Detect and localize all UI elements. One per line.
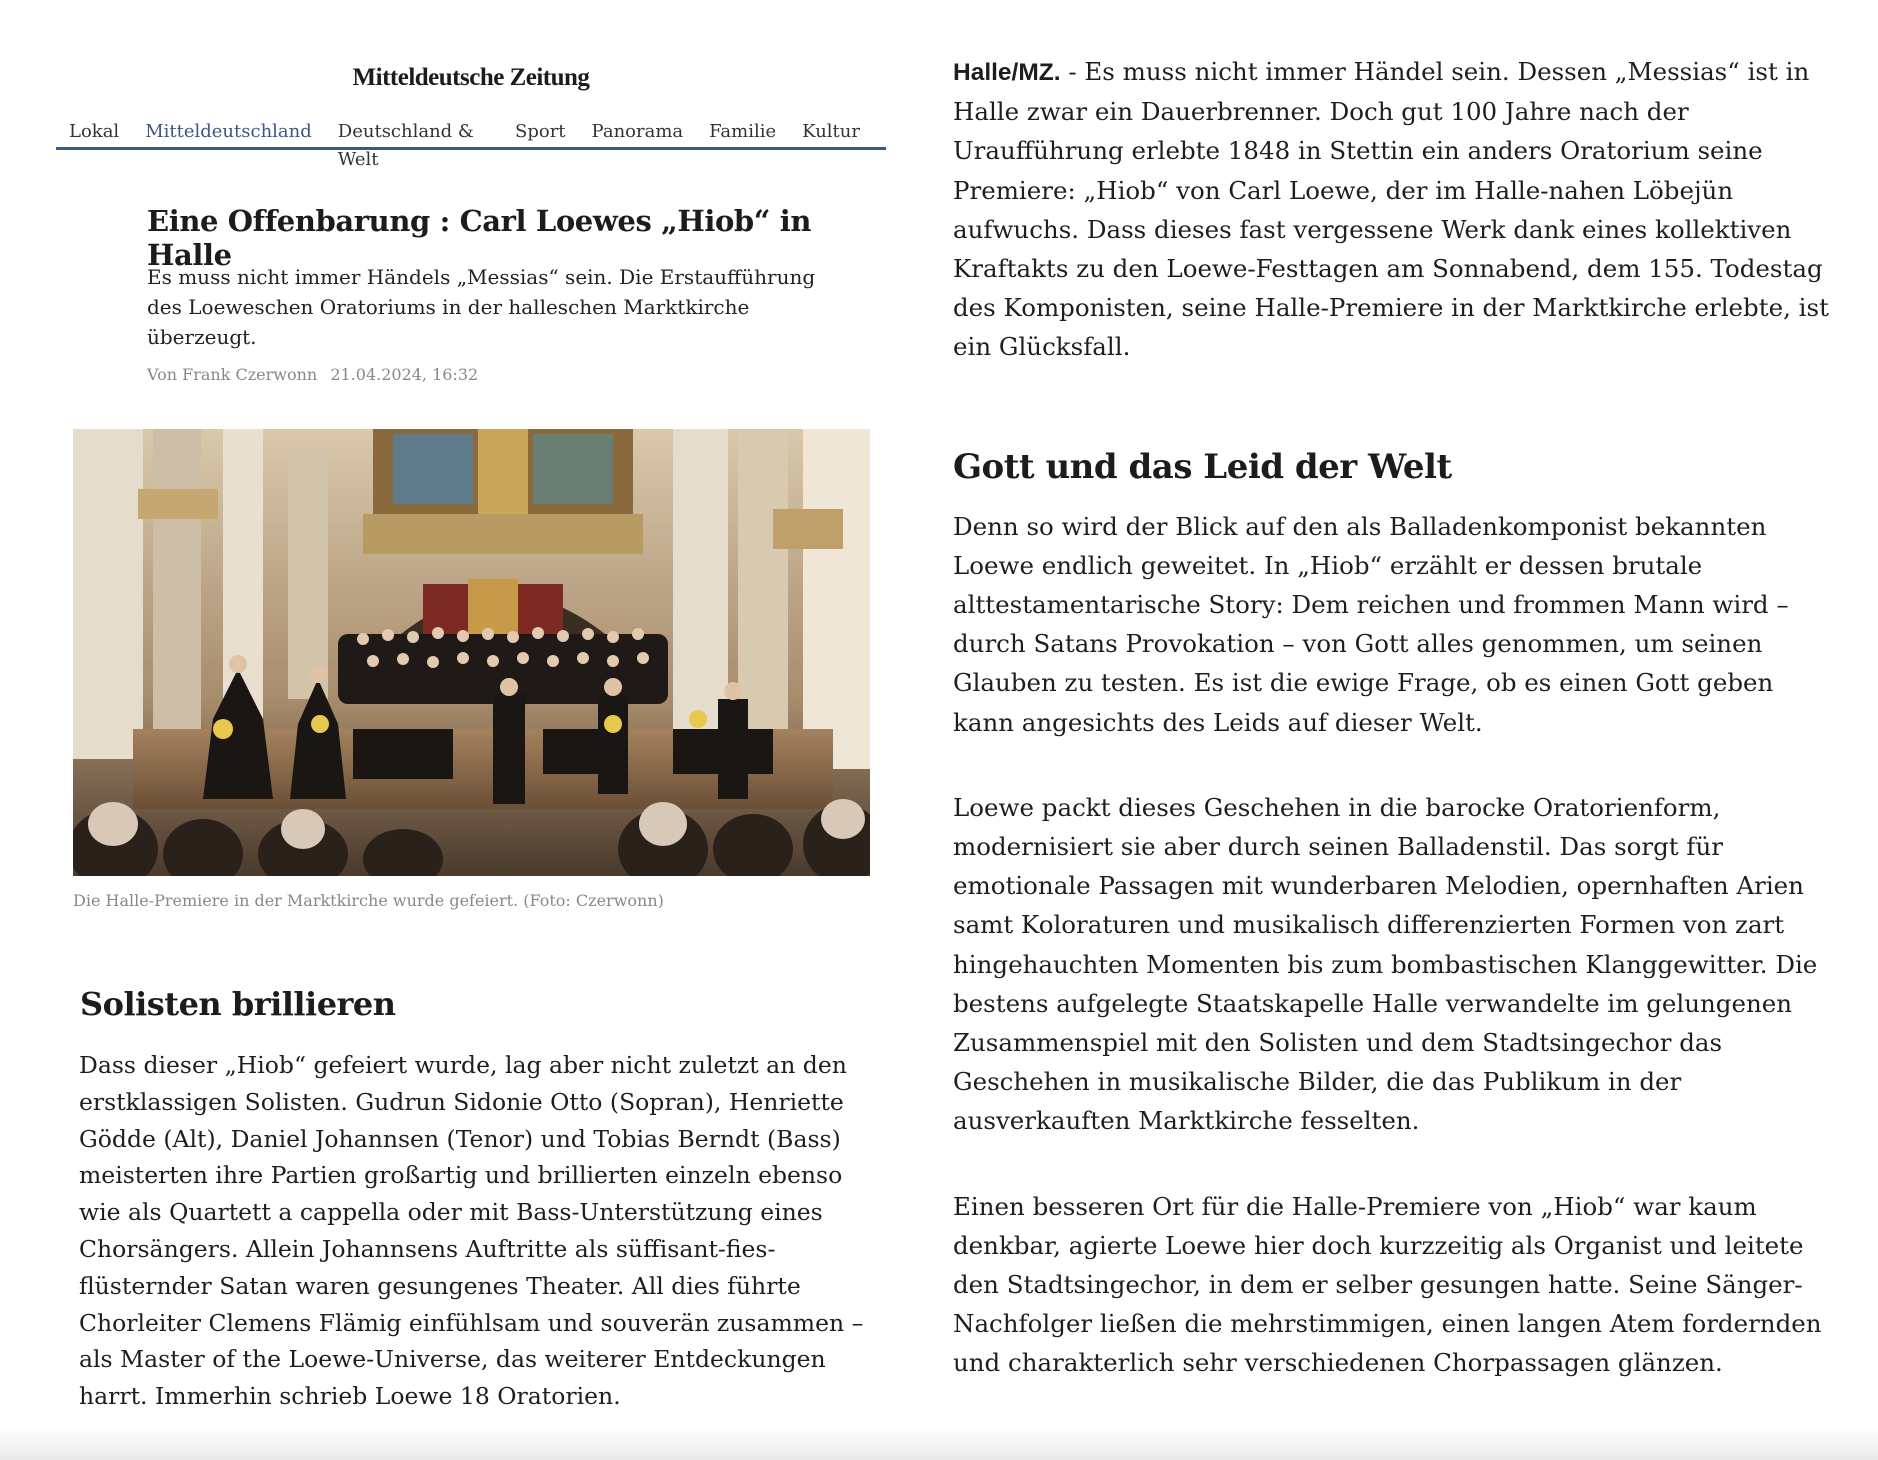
church-concert-photo (73, 429, 870, 876)
right-column (953, 52, 1833, 1383)
nav-item-lokal[interactable]: Lokal (69, 121, 120, 142)
main-nav (56, 118, 886, 170)
article-teaser: Es muss nicht immer Händels „Messias“ sein. Die Erstaufführung des Loeweschen Oratoriums in der halleschen Marktkirche überzeugt. (147, 265, 816, 349)
section-heading-solisten: Solisten brillieren (80, 985, 396, 1023)
section-heading-gott: Gott und das Leid der Welt (953, 446, 1452, 487)
left-column (0, 0, 900, 1460)
nav-item-familie[interactable]: Familie (709, 121, 777, 142)
nav-item-panorama[interactable]: Panorama (591, 121, 684, 142)
masthead-logo[interactable]: Mitteldeutsche Zeitung (352, 64, 590, 91)
nav-item-sport[interactable]: Sport (515, 121, 566, 142)
article-headline: Eine Offenbarung : Carl Loewes „Hiob“ in Halle (147, 204, 812, 272)
byline-author[interactable]: Von Frank Czerwonn (147, 365, 318, 384)
nav-item-deutschland-welt[interactable]: Deutschland & Welt (337, 121, 474, 170)
section-paragraph-2: Loewe packt dieses Geschehen in die barocke Oratorienform, modernisiert sie aber durch seinen Balladenstil. Das sorgt für emotionale Passagen mit wunderbaren Melodien, opernhaften Arien samt Koloraturen und musikalisch differenzierten Formen von zart hingehauchten Momenten bis zum bombastischen Klanggewitter. Die bestens aufgelegte Staatskapelle Halle verwandelte im gelungenen Zusammenspiel mit den Solisten und dem Stadtsingechor das Geschehen in musikalische Bilder, die das Publikum in der ausverkauften Marktkirche fesselten. (953, 792, 1818, 1136)
article-photo[interactable] (73, 429, 870, 876)
bottom-edge-shadow (0, 1426, 1878, 1460)
photo-caption: Die Halle-Premiere in der Marktkirche wurde gefeiert. (Foto: Czerwonn) (73, 891, 664, 910)
section-body-solisten: Dass dieser „Hiob“ gefeiert wurde, lag aber nicht zuletzt an den erstklassigen Solisten. Gudrun Sidonie Otto (Sopran), Henriette Gödde (Alt), Daniel Johannsen (Tenor) und Tobias Berndt (Bass) meisterten ihre Partien großartig und brillierten einzeln ebenso wie als Quartett a cappella oder mit Bass-Unterstützung eines Chorsängers. Allein Johannsens Auftritte als süffisant-fies-flüsternder Satan waren gesungenes Theater. All dies führte Chorleiter Clemens Flämig einfühlsam und souverän zusammen – als Master of the Loewe-Universe, das weiterer Entdeckungen harrt. Immerhin schrieb Loewe 18 Oratorien. (79, 1051, 864, 1411)
section-paragraph-1: Denn so wird der Blick auf den als Balladenkomponist bekannten Loewe endlich geweitet. In „Hiob“ erzählt er dessen brutale alttestamentarische Story: Dem reichen und frommen Mann wird – durch Satans Provokation – von Gott alles genommen, um seinen Glauben zu testen. Es ist die ewige Frage, ob es einen Gott geben kann angesichts des Leids auf dieser Welt. (953, 511, 1789, 737)
intro-paragraph (953, 52, 1833, 367)
byline-date: 21.04.2024, 16:32 (330, 365, 479, 384)
nav-item-mitteldeutschland[interactable]: Mitteldeutschland (145, 121, 312, 142)
nav-item-kultur[interactable]: Kultur (802, 121, 860, 142)
section-paragraph-3: Einen besseren Ort für die Halle-Premiere von „Hiob“ war kaum denkbar, agierte Loewe hier doch kurzzeitig als Organist und leitete den Stadtsingechor, in dem er selber gesungen hatte. Seine Sänger-Nachfolger ließen die mehrstimmigen, einen langen Atem fordernden und charakterlich sehr verschiedenen Chorpassagen glänzen. (953, 1191, 1822, 1378)
intro-text: - Es muss nicht immer Händel sein. Dessen „Messias“ ist in Halle zwar ein Dauerbrenner. Doch gut 100 Jahre nach der Uraufführung erlebte 1848 in Stettin ein anders Oratorium seine Premiere: „Hiob“ von Carl Loewe, der im Halle-nahen Löbejün aufwuchs. Dass dieses fast vergessene Werk dank eines kollektiven Kraftakts zu den Loewe-Festtagen am Sonnabend, dem 155. Todestag des Komponisten, seine Halle-Premiere in der Marktkirche erlebte, ist ein Glücksfall. (953, 57, 1829, 362)
dateline: Halle/MZ. (953, 59, 1061, 86)
byline (147, 365, 486, 384)
